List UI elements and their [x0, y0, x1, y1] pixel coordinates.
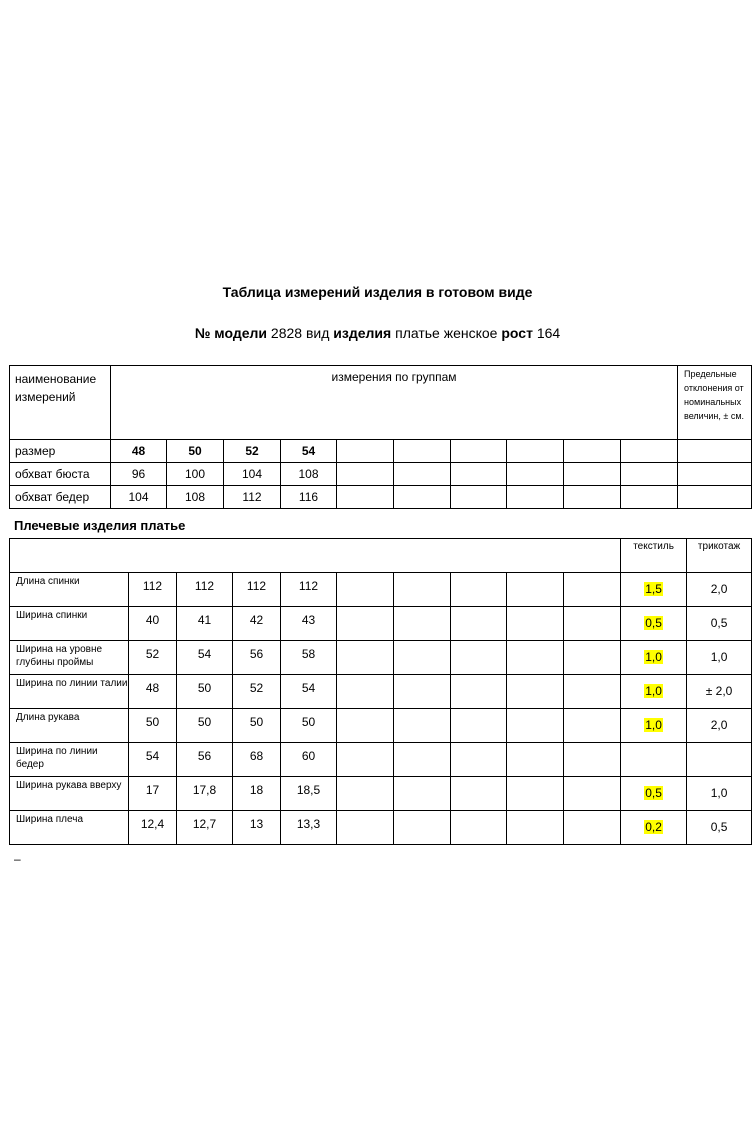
cell: 48: [129, 675, 177, 709]
empty-cell: [564, 607, 621, 641]
empty-cell: [394, 675, 451, 709]
height-label: рост: [501, 325, 533, 341]
cell: 12,4: [129, 811, 177, 845]
empty-cell: [337, 440, 394, 463]
cell: 112: [233, 573, 281, 607]
empty-cell: [451, 777, 507, 811]
empty-cell: [507, 811, 564, 845]
textile-cell: [621, 675, 687, 709]
empty-cell: [507, 486, 564, 509]
table-row: [10, 607, 752, 641]
measurements-table: [9, 538, 752, 845]
row-label: обхват бедер: [10, 486, 111, 509]
header-tolerance: Предельные отклонения от номинальных величин, ± см.: [678, 366, 752, 440]
empty-cell: [621, 486, 678, 509]
cell: 50: [177, 709, 233, 743]
empty-cell: [507, 743, 564, 777]
textile-value: 1,0: [645, 684, 662, 698]
table-row: [10, 777, 752, 811]
knit-cell: ± 2,0: [687, 675, 752, 709]
table-row: [10, 743, 752, 777]
empty-cell: [507, 709, 564, 743]
col-textile: текстиль: [621, 539, 687, 573]
empty-cell: [394, 607, 451, 641]
cell: 13,3: [281, 811, 337, 845]
cell: 96: [111, 463, 167, 486]
empty-cell: [564, 440, 621, 463]
empty-cell: [621, 463, 678, 486]
knit-cell: 0,5: [687, 607, 752, 641]
cell: 54: [281, 440, 337, 463]
cell: 52: [233, 675, 281, 709]
cell: 12,7: [177, 811, 233, 845]
textile-cell: [621, 743, 687, 777]
knit-cell: [687, 743, 752, 777]
section-title: Плечевые изделия платье: [14, 518, 186, 533]
model-subtitle: [0, 325, 755, 341]
cell: 50: [177, 675, 233, 709]
empty-cell: [621, 440, 678, 463]
empty-cell: [394, 440, 451, 463]
empty-cell: [337, 811, 394, 845]
empty-cell: [507, 641, 564, 675]
textile-value: 0,5: [645, 786, 662, 800]
col-knit: трикотаж: [687, 539, 752, 573]
empty-cell: [337, 675, 394, 709]
cell: 60: [281, 743, 337, 777]
header-groups: измерения по группам: [111, 366, 678, 440]
empty-cell: [451, 607, 507, 641]
empty-cell: [564, 709, 621, 743]
empty-cell: [564, 811, 621, 845]
cell: 116: [281, 486, 337, 509]
table-row: [10, 675, 752, 709]
model-number: 2828: [270, 325, 303, 341]
empty-cell: [451, 463, 507, 486]
textile-cell: [621, 607, 687, 641]
empty-cell: [507, 675, 564, 709]
cell: 50: [233, 709, 281, 743]
cell: 54: [281, 675, 337, 709]
empty-cell: [337, 486, 394, 509]
cell: 17: [129, 777, 177, 811]
cell: 108: [167, 486, 224, 509]
textile-cell: [621, 811, 687, 845]
size-table: [9, 365, 752, 509]
header-name: наименование измерений: [10, 366, 111, 440]
cell: 50: [281, 709, 337, 743]
row-label: обхват бюста: [10, 463, 111, 486]
cell: 50: [167, 440, 224, 463]
cell: 48: [111, 440, 167, 463]
kind-label: вид: [305, 325, 330, 341]
cell: 100: [167, 463, 224, 486]
item-value: платье женское: [395, 325, 498, 341]
empty-cell: [507, 573, 564, 607]
textile-cell: [621, 709, 687, 743]
cell: 112: [177, 573, 233, 607]
cell: 17,8: [177, 777, 233, 811]
empty-cell: [451, 811, 507, 845]
cell: 18,5: [281, 777, 337, 811]
empty-cell: [394, 777, 451, 811]
textile-value: 1,0: [645, 718, 662, 732]
cell: 13: [233, 811, 281, 845]
footer-mark: –: [14, 852, 21, 866]
table-row: [10, 573, 752, 607]
cell: 112: [281, 573, 337, 607]
empty-cell: [451, 573, 507, 607]
empty-cell: [564, 641, 621, 675]
empty-cell: [451, 440, 507, 463]
empty-cell: [678, 463, 752, 486]
empty-cell: [394, 811, 451, 845]
cell: 112: [224, 486, 281, 509]
empty-cell: [394, 641, 451, 675]
cell: 54: [177, 641, 233, 675]
cell: 41: [177, 607, 233, 641]
cell: 58: [281, 641, 337, 675]
empty-cell: [507, 463, 564, 486]
header-blank: [10, 539, 621, 573]
cell: 68: [233, 743, 281, 777]
table-row: [10, 641, 752, 675]
empty-cell: [337, 573, 394, 607]
cell: 104: [111, 486, 167, 509]
textile-value: 0,5: [645, 616, 662, 630]
empty-cell: [337, 463, 394, 486]
cell: 112: [129, 573, 177, 607]
empty-cell: [394, 709, 451, 743]
empty-cell: [451, 641, 507, 675]
row-label: Ширина по линии талии: [10, 675, 129, 709]
knit-cell: 1,0: [687, 641, 752, 675]
cell: 18: [233, 777, 281, 811]
empty-cell: [337, 743, 394, 777]
empty-cell: [564, 573, 621, 607]
cell: 52: [224, 440, 281, 463]
table-row: [10, 709, 752, 743]
empty-cell: [337, 641, 394, 675]
textile-value: 0,2: [645, 820, 662, 834]
cell: 56: [233, 641, 281, 675]
row-label: размер: [10, 440, 111, 463]
knit-cell: 0,5: [687, 811, 752, 845]
empty-cell: [394, 486, 451, 509]
row-label: Ширина по линии бедер: [10, 743, 129, 777]
textile-cell: [621, 641, 687, 675]
textile-cell: [621, 573, 687, 607]
empty-cell: [451, 675, 507, 709]
knit-cell: 2,0: [687, 573, 752, 607]
cell: 104: [224, 463, 281, 486]
empty-cell: [564, 743, 621, 777]
table-row: [10, 811, 752, 845]
row-label: Ширина спинки: [10, 607, 129, 641]
row-label: Ширина на уровне глубины проймы: [10, 641, 129, 675]
empty-cell: [507, 440, 564, 463]
textile-value: 1,5: [645, 582, 662, 596]
row-label: Длина спинки: [10, 573, 129, 607]
empty-cell: [507, 607, 564, 641]
textile-value: 1,0: [645, 650, 662, 664]
empty-cell: [507, 777, 564, 811]
cell: 40: [129, 607, 177, 641]
item-label: изделия: [333, 325, 392, 341]
knit-cell: 2,0: [687, 709, 752, 743]
empty-cell: [337, 777, 394, 811]
empty-cell: [394, 573, 451, 607]
height-value: 164: [536, 325, 561, 341]
cell: 108: [281, 463, 337, 486]
textile-cell: [621, 777, 687, 811]
page-title: Таблица измерений изделия в готовом виде: [222, 284, 533, 300]
cell: 52: [129, 641, 177, 675]
empty-cell: [678, 440, 752, 463]
empty-cell: [451, 486, 507, 509]
empty-cell: [337, 709, 394, 743]
model-label: № модели: [194, 325, 268, 341]
row-label: Ширина рукава вверху: [10, 777, 129, 811]
empty-cell: [394, 463, 451, 486]
knit-cell: 1,0: [687, 777, 752, 811]
empty-cell: [678, 486, 752, 509]
empty-cell: [564, 463, 621, 486]
cell: 43: [281, 607, 337, 641]
empty-cell: [337, 607, 394, 641]
cell: 54: [129, 743, 177, 777]
table-row: [10, 463, 752, 486]
row-label: Длина рукава: [10, 709, 129, 743]
table-row: [10, 486, 752, 509]
empty-cell: [394, 743, 451, 777]
cell: 42: [233, 607, 281, 641]
cell: 50: [129, 709, 177, 743]
empty-cell: [451, 709, 507, 743]
empty-cell: [564, 675, 621, 709]
row-label: Ширина плеча: [10, 811, 129, 845]
empty-cell: [451, 743, 507, 777]
table-row: [10, 440, 752, 463]
cell: 56: [177, 743, 233, 777]
empty-cell: [564, 777, 621, 811]
empty-cell: [564, 486, 621, 509]
